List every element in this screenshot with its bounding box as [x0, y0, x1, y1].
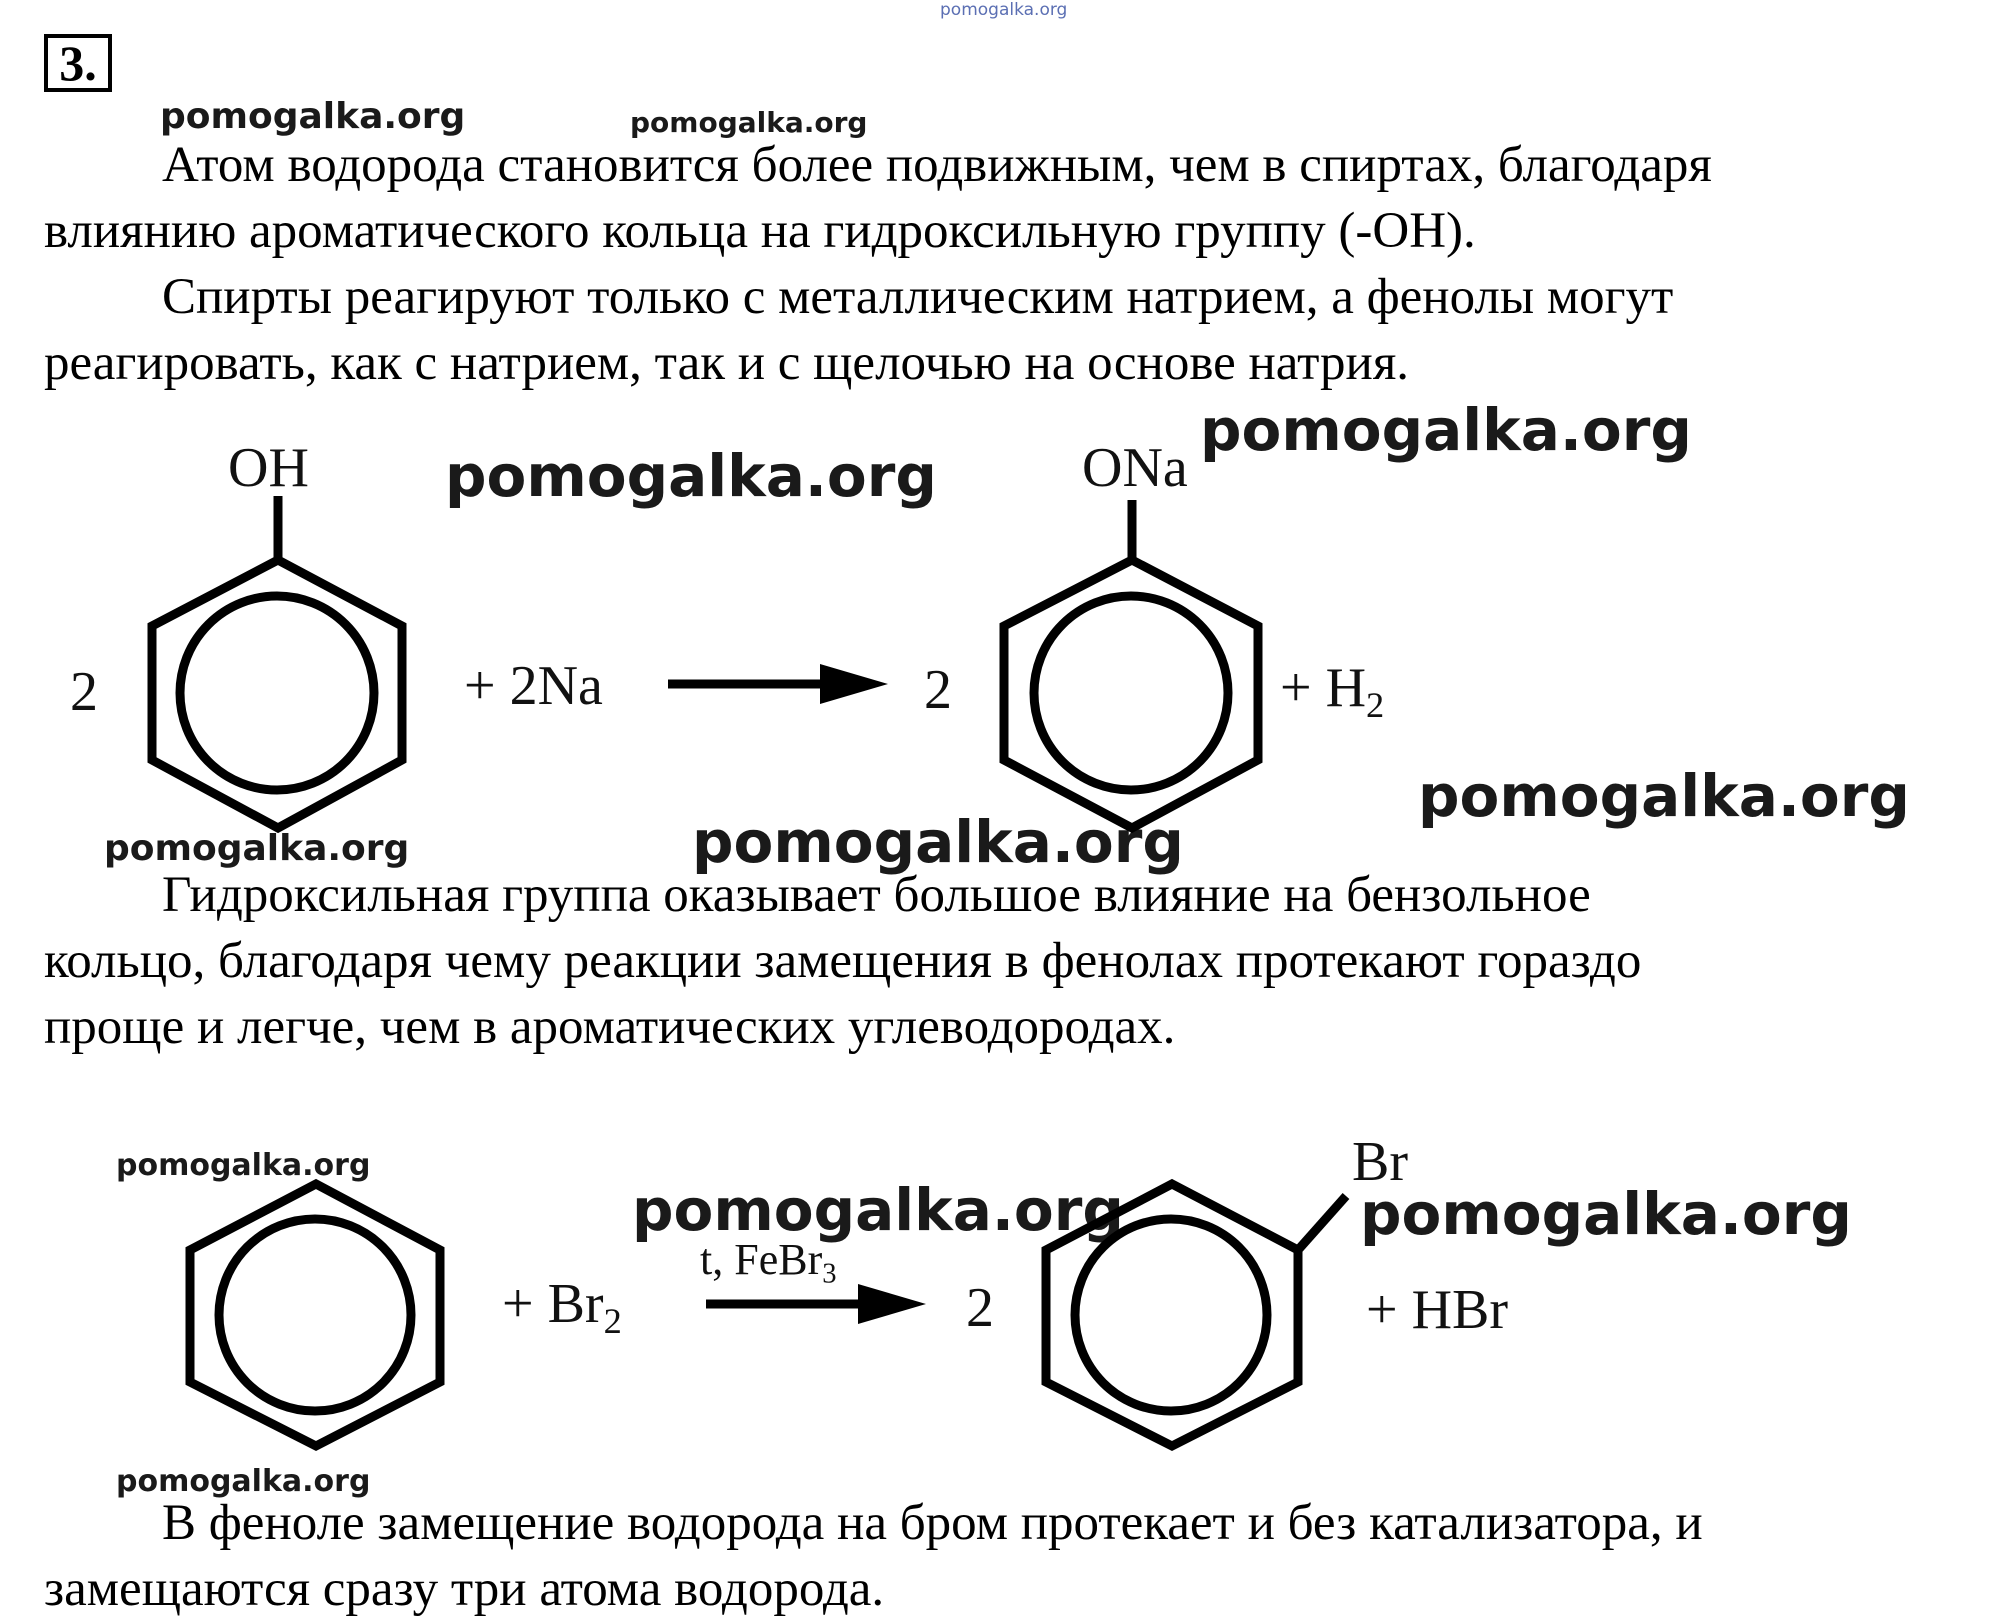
h2-subscript: 2 [1366, 684, 1385, 725]
watermark: pomogalka.org [632, 1176, 1124, 1244]
watermark: pomogalka.org [630, 106, 868, 139]
paragraph-4-line-1: В феноле замещение водорода на бром протекает и без катализатора, и [162, 1495, 1703, 1551]
watermark: pomogalka.org [1360, 1180, 1852, 1248]
reaction-1-substituent-oh: OH [228, 437, 309, 499]
condition-subscript: 3 [822, 1258, 837, 1290]
reaction-1-reagent: + 2Na [464, 655, 603, 717]
condition-main: t, FeBr [700, 1235, 823, 1284]
watermark: pomogalka.org [1200, 396, 1692, 464]
watermark: pomogalka.org [116, 1464, 371, 1499]
reaction-2-product-hbr: + HBr [1366, 1279, 1509, 1341]
br2-subscript: 2 [603, 1300, 622, 1341]
paragraph-1-line-2: влиянию ароматического кольца на гидроксильную группу (-OH). [44, 203, 1476, 259]
reaction-2-condition [700, 1234, 837, 1291]
bond-br [1298, 1196, 1346, 1250]
aromatic-circle-benzene [219, 1219, 411, 1411]
watermark: pomogalka.org [692, 808, 1184, 876]
reaction-2-coef-right: 2 [966, 1277, 994, 1339]
watermark: pomogalka.org [1418, 762, 1910, 830]
paragraph-2-line-1: Спирты реагируют только с металлическим натрием, а фенолы могут [162, 269, 1674, 325]
watermark: pomogalka.org [445, 442, 937, 510]
br2-main: + Br [502, 1273, 604, 1335]
aromatic-circle-bromobenzene [1075, 1219, 1267, 1411]
reaction-1-coef-left: 2 [70, 661, 98, 723]
paragraph-3-line-2: кольцо, благодаря чему реакции замещения в фенолах протекают гораздо [44, 933, 1642, 989]
watermark: pomogalka.org [104, 828, 410, 869]
paragraph-3-line-1: Гидроксильная группа оказывает большое влияние на бензольное [162, 867, 1591, 923]
reaction-2-substituent-br: Br [1352, 1131, 1408, 1193]
watermark-top: pomogalka.org [940, 0, 1068, 20]
arrow-head-2 [858, 1284, 926, 1324]
watermark: pomogalka.org [116, 1148, 371, 1183]
paragraph-2-line-2: реагировать, как с натрием, так и с щелочью на основе натрия. [44, 335, 1410, 391]
task-number: 3. [44, 34, 112, 92]
paragraph-1-line-1: Атом водорода становится более подвижным, чем в спиртах, благодаря [162, 137, 1712, 193]
h2-main: + H [1280, 657, 1367, 719]
paragraph-3-line-3: проще и легче, чем в ароматических углеводородах. [44, 999, 1176, 1055]
paragraph-4-line-2: замещаются сразу три атома водорода. [44, 1561, 885, 1617]
reaction-1-coef-right: 2 [924, 659, 952, 721]
reaction-2-reagent-br2 [502, 1272, 622, 1342]
reaction-1-substituent-ona: ONa [1082, 437, 1188, 499]
watermark: pomogalka.org [160, 96, 466, 137]
